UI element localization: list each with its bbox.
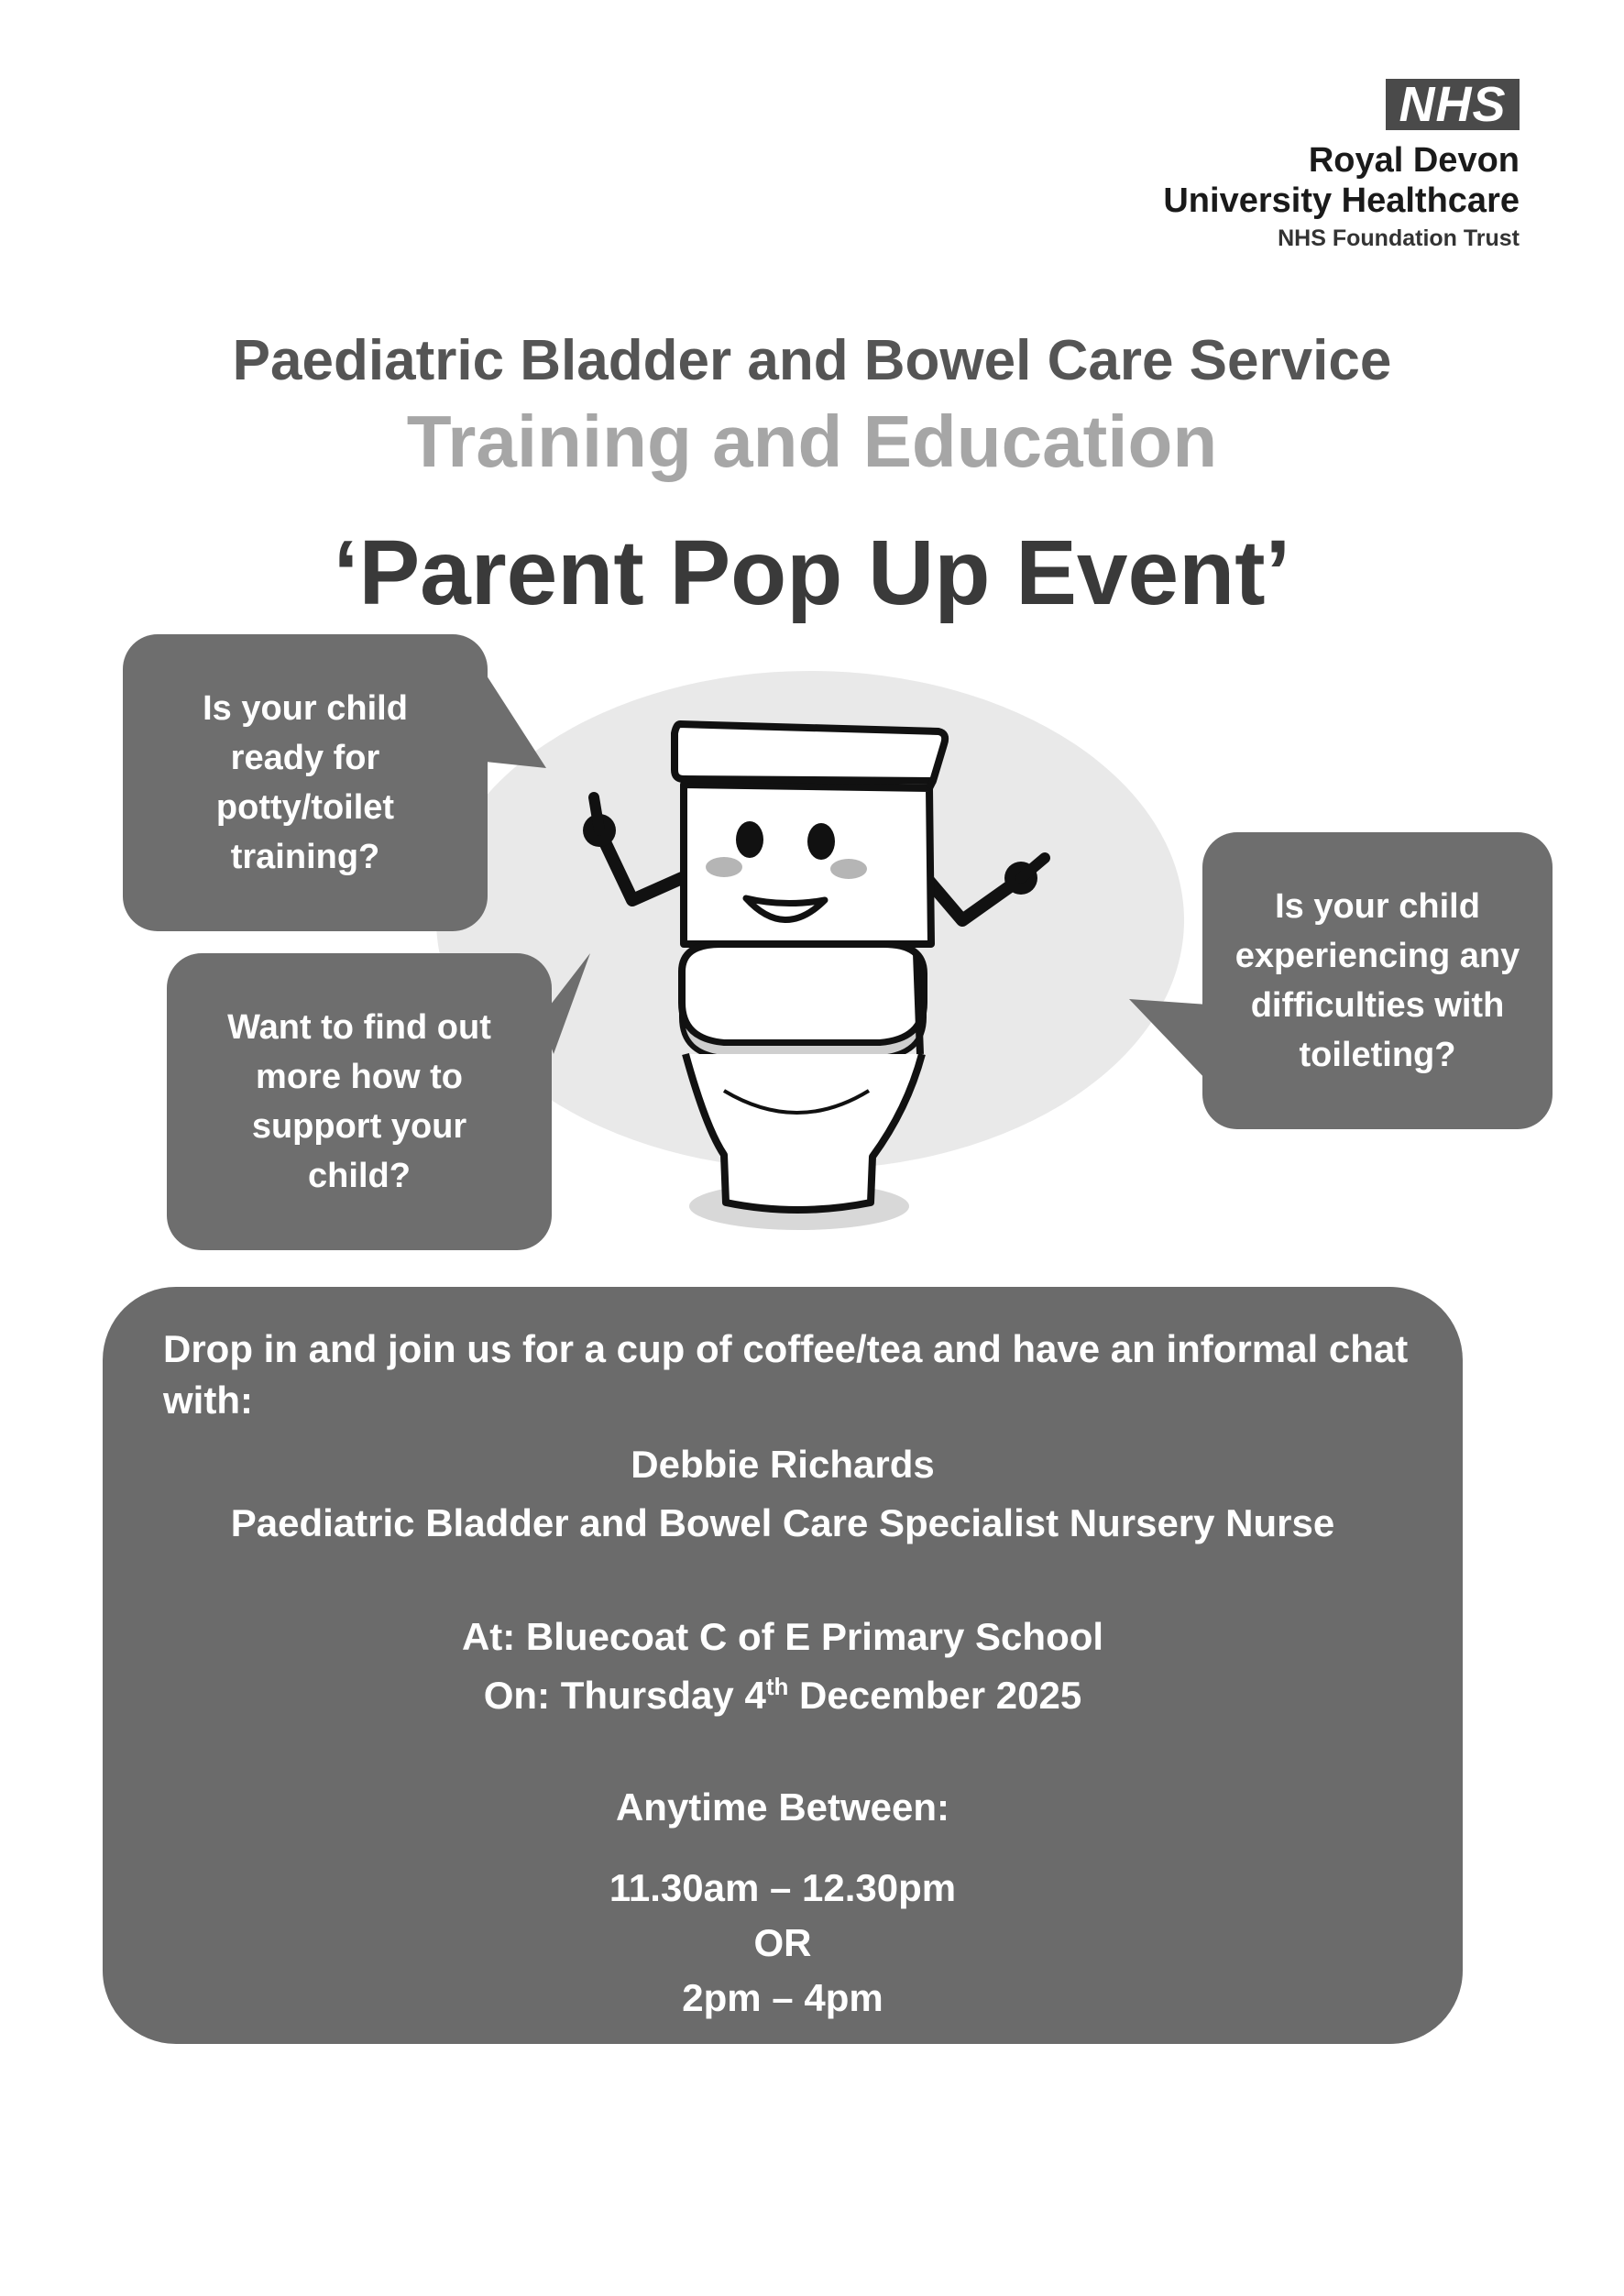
service-heading: Paediatric Bladder and Bowel Care Service	[232, 329, 1392, 392]
bubble-potty-ready: Is your child ready for potty/toilet training?	[123, 634, 488, 931]
toilet-seat	[682, 944, 924, 1043]
org-name-line2: University Healthcare	[1163, 181, 1520, 220]
host-role: Paediatric Bladder and Bowel Care Specialist Nursery Nurse	[230, 1501, 1335, 1544]
event-info-panel	[103, 1287, 1463, 2044]
event-date-suffix-ordinal: th	[765, 1673, 789, 1700]
org-name-line3: NHS Foundation Trust	[1278, 225, 1520, 251]
right-cheek	[830, 859, 867, 879]
bubble-tail-difficulties	[1129, 999, 1208, 1082]
toilet-pedestal	[686, 1054, 922, 1210]
time-slot-1: 11.30am – 12.30pm	[609, 1866, 957, 1909]
time-slot-2: 2pm – 4pm	[682, 1976, 883, 2019]
bubble-find-out-more: Want to find out more how to support your child?	[167, 953, 552, 1250]
event-date-prefix: On: Thursday 4	[483, 1674, 766, 1717]
anytime-label: Anytime Between:	[615, 1785, 950, 1829]
toilet-lid-top	[675, 724, 945, 781]
nhs-logo: NHS	[1386, 79, 1520, 130]
bubble-difficulties: Is your child experiencing any difficulties with toileting?	[1202, 832, 1553, 1129]
or-label: OR	[753, 1921, 812, 1964]
event-date	[103, 1674, 1463, 1718]
intro-text: Drop in and join us for a cup of coffee/tea and have an informal chat with:	[163, 1327, 1409, 1422]
org-name-line1: Royal Devon	[1308, 141, 1520, 180]
host-name: Debbie Richards	[631, 1443, 935, 1486]
left-eye	[736, 821, 763, 858]
event-title: ‘Parent Pop Up Event’	[333, 522, 1291, 624]
right-eye	[807, 823, 835, 860]
subtitle-heading: Training and Education	[406, 401, 1218, 482]
left-cheek	[706, 857, 742, 877]
event-location: At: Bluecoat C of E Primary School	[461, 1615, 1104, 1658]
event-date-month-year: December 2025	[788, 1674, 1082, 1717]
